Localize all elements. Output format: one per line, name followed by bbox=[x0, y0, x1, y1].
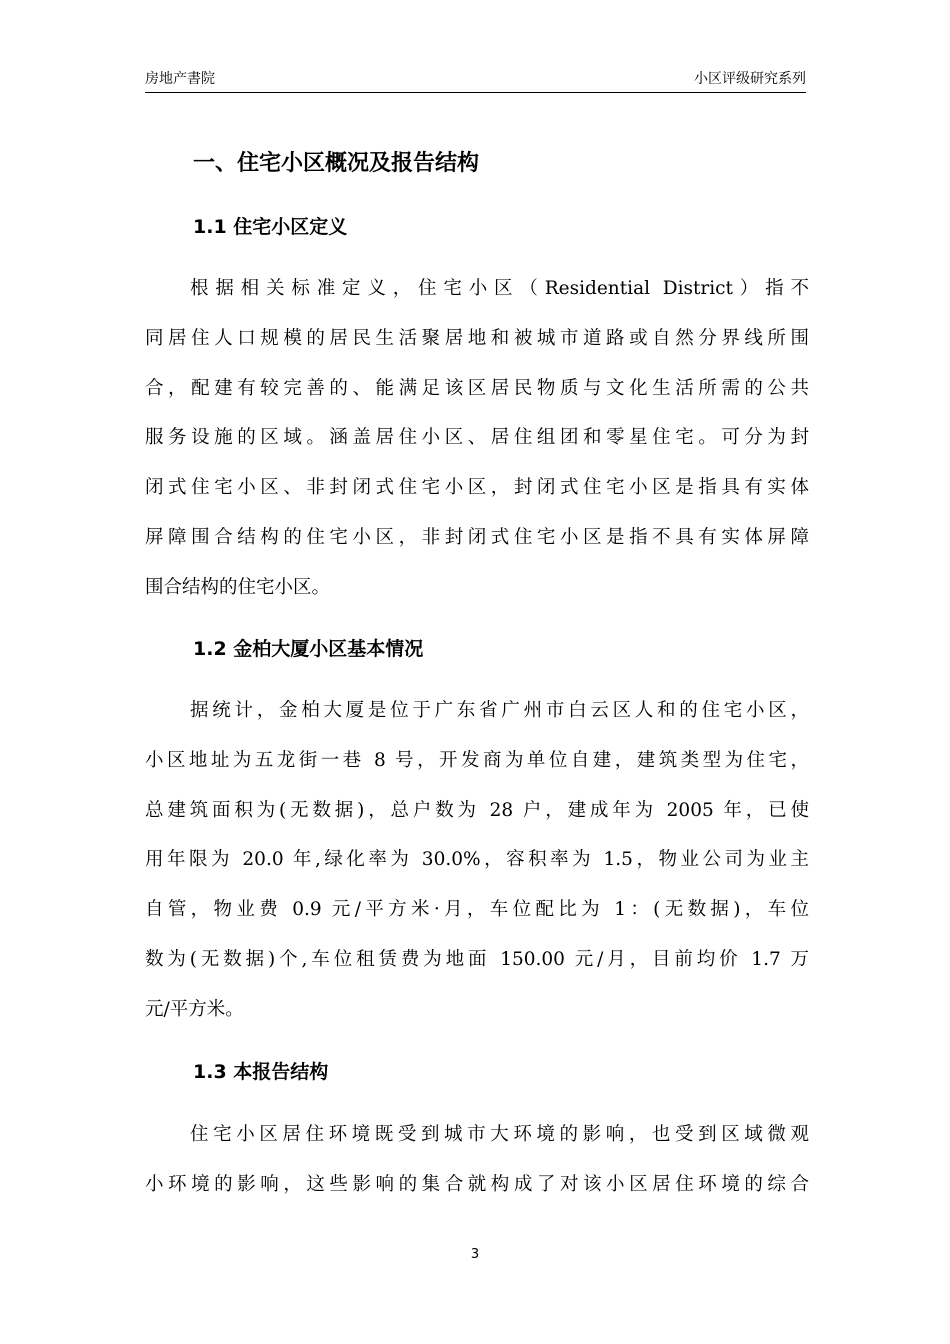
heading-1-2: 1.2 金柏大厦小区基本情况 bbox=[193, 638, 424, 660]
paragraph-line: 数为(无数据)个,车位租赁费为地面 150.00 元/月，目前均价 1.7 万 bbox=[145, 948, 809, 970]
heading-1-3: 1.3 本报告结构 bbox=[193, 1061, 329, 1083]
paragraph-line: 自管，物业费 0.9 元/平方米·月，车位配比为 1：(无数据)，车位 bbox=[145, 899, 809, 921]
header-series: 小区评级研究系列 bbox=[694, 71, 806, 87]
header-publisher: 房地产書院 bbox=[145, 71, 215, 87]
paragraph-line: 据统计，金柏大厦是位于广东省广州市白云区人和的住宅小区， bbox=[190, 700, 809, 721]
paragraph-line: 闭式住宅小区、非封闭式住宅小区，封闭式住宅小区是指具有实体 bbox=[145, 477, 809, 499]
page-number: 3 bbox=[470, 1247, 480, 1262]
paragraph-line: 屏障围合结构的住宅小区，非封闭式住宅小区是指不具有实体屏障 bbox=[145, 526, 809, 548]
paragraph-line: 小环境的影响，这些影响的集合就构成了对该小区居住环境的综合 bbox=[145, 1173, 809, 1195]
paragraph-line: 服务设施的区域。涵盖居住小区、居住组团和零星住宅。可分为封 bbox=[145, 427, 809, 449]
paragraph-line: 围合结构的住宅小区。 bbox=[145, 576, 331, 598]
paragraph-line: 用年限为 20.0 年,绿化率为 30.0%，容积率为 1.5，物业公司为业主 bbox=[145, 849, 809, 871]
heading-1-1: 1.1 住宅小区定义 bbox=[193, 216, 348, 238]
page-header bbox=[145, 66, 806, 93]
paragraph-line: 合，配建有较完善的、能满足该区居民物质与文化生活所需的公共 bbox=[145, 377, 809, 399]
paragraph-line: 元/平方米。 bbox=[145, 998, 244, 1020]
paragraph-line: 小区地址为五龙街一巷 8 号，开发商为单位自建，建筑类型为住宅， bbox=[145, 749, 809, 771]
paragraph-line: 根据相关标准定义，住宅小区（Residential District）指不 bbox=[190, 278, 809, 299]
paragraph-definition bbox=[145, 264, 809, 613]
paragraph-basic-info bbox=[145, 686, 809, 1035]
paragraph-line: 总建筑面积为(无数据)，总户数为 28 户，建成年为 2005 年，已使 bbox=[145, 799, 809, 821]
section-title: 一、住宅小区概况及报告结构 bbox=[193, 151, 480, 176]
paragraph-line: 住宅小区居住环境既受到城市大环境的影响，也受到区域微观 bbox=[190, 1124, 809, 1145]
paragraph-line: 同居住人口规模的居民生活聚居地和被城市道路或自然分界线所围 bbox=[145, 327, 809, 349]
paragraph-structure bbox=[145, 1110, 809, 1210]
